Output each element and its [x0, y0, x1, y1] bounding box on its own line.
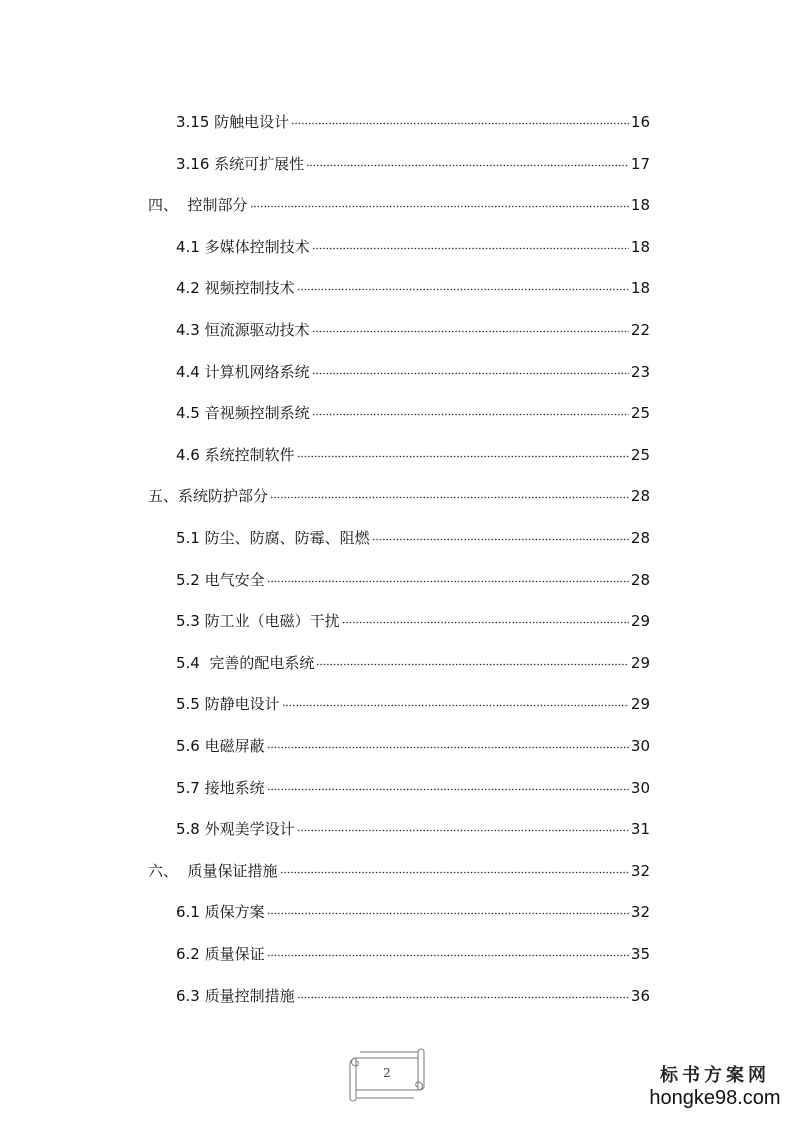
- toc-entry-page: 30: [630, 737, 650, 755]
- toc-entry-page: 29: [630, 695, 650, 714]
- toc-entry-title: 6.2 质量保证: [176, 945, 265, 963]
- toc-section-entry[interactable]: [176, 897, 650, 922]
- toc-dot-leader: [312, 398, 629, 418]
- toc-entry-page: 29: [630, 612, 650, 631]
- toc-section-entry[interactable]: [176, 315, 650, 339]
- toc-entry-page: 35: [630, 945, 650, 963]
- toc-entry-page: 18: [630, 237, 650, 256]
- toc-section-entry[interactable]: [176, 398, 650, 423]
- toc-dot-leader: [282, 689, 629, 709]
- toc-entry-title: 5.2 电气安全: [176, 570, 265, 589]
- toc-dot-leader: [316, 648, 629, 668]
- toc-section-entry[interactable]: [176, 606, 650, 631]
- toc-entry-page: 18: [630, 196, 650, 215]
- toc-entry-title: 4.4 计算机网络系统: [176, 362, 310, 381]
- toc-section-entry[interactable]: [176, 731, 650, 755]
- toc-chapter-entry[interactable]: [148, 481, 650, 506]
- toc-dot-leader: [250, 190, 629, 210]
- toc-entry-title: 5.6 电磁屏蔽: [176, 737, 265, 755]
- toc-entry-page: 32: [630, 903, 650, 922]
- toc-dot-leader: [372, 523, 629, 543]
- toc-section-entry[interactable]: [176, 273, 650, 298]
- toc-entry-page: 28: [630, 529, 650, 547]
- toc-section-entry[interactable]: [176, 565, 650, 589]
- toc-entry-page: 28: [630, 570, 650, 589]
- toc-section-entry[interactable]: [176, 107, 650, 131]
- toc-section-entry[interactable]: [176, 523, 650, 547]
- toc-dot-leader: [267, 731, 629, 751]
- toc-entry-page: 31: [630, 820, 650, 839]
- toc-dot-leader: [312, 232, 629, 252]
- toc-dot-leader: [297, 814, 629, 834]
- toc-section-entry[interactable]: [176, 357, 650, 381]
- toc-entry-title: 4.1 多媒体控制技术: [176, 237, 310, 256]
- toc-entry-page: 22: [630, 321, 650, 339]
- toc-entry-page: 16: [630, 113, 650, 131]
- toc-dot-leader: [297, 273, 629, 293]
- toc-section-entry[interactable]: [176, 814, 650, 839]
- toc-entry-page: 36: [630, 986, 650, 1005]
- toc-dot-leader: [297, 440, 629, 460]
- watermark-url: hongke98.com: [649, 1087, 781, 1109]
- toc-section-entry[interactable]: [176, 648, 650, 672]
- toc-section-entry[interactable]: [176, 689, 650, 714]
- site-watermark: [640, 1066, 790, 1110]
- toc-section-entry[interactable]: [176, 773, 650, 797]
- toc-entry-title: 5.7 接地系统: [176, 778, 265, 797]
- toc-dot-leader: [342, 606, 629, 626]
- toc-entry-page: 23: [630, 362, 650, 381]
- toc-entry-title: 5.8 外观美学设计: [176, 820, 295, 839]
- toc-dot-leader: [297, 981, 629, 1001]
- page-number-scroll: [346, 1046, 428, 1106]
- toc-entry-title: 3.15 防触电设计: [176, 113, 290, 131]
- toc-dot-leader: [267, 773, 629, 793]
- toc-entry-title: 4.2 视频控制技术: [176, 279, 295, 298]
- toc-section-entry[interactable]: [176, 149, 650, 173]
- toc-entry-title: 6.1 质保方案: [176, 903, 265, 922]
- toc-entry-title: 6.3 质量控制措施: [176, 986, 295, 1005]
- toc-dot-leader: [270, 481, 629, 501]
- toc-entry-title: 5.3 防工业（电磁）干扰: [176, 612, 340, 631]
- toc-dot-leader: [267, 897, 629, 917]
- toc-section-entry[interactable]: [176, 440, 650, 464]
- toc-entry-title: 六、 质量保证措施: [148, 861, 278, 880]
- toc-section-entry[interactable]: [176, 232, 650, 256]
- toc-dot-leader: [267, 565, 629, 585]
- toc-entry-page: 17: [630, 154, 650, 173]
- toc-dot-leader: [291, 107, 629, 127]
- toc-entry-title: 5.1 防尘、防腐、防霉、阻燃: [176, 529, 370, 547]
- toc-entry-page: 18: [630, 279, 650, 298]
- toc-dot-leader: [312, 315, 629, 335]
- toc-entry-page: 25: [630, 404, 650, 423]
- toc-dot-leader: [267, 939, 629, 959]
- toc-entry-title: 4.5 音视频控制系统: [176, 404, 310, 423]
- toc-entry-page: 29: [630, 653, 650, 672]
- toc-entry-title: 4.6 系统控制软件: [176, 445, 295, 464]
- toc-entry-title: 5.5 防静电设计: [176, 695, 280, 714]
- toc-entry-page: 25: [630, 445, 650, 464]
- toc-section-entry[interactable]: [176, 939, 650, 963]
- toc-entry-title: 四、 控制部分: [148, 196, 248, 215]
- toc-section-entry[interactable]: [176, 981, 650, 1005]
- toc-dot-leader: [280, 856, 629, 876]
- toc-entry-title: 4.3 恒流源驱动技术: [176, 321, 310, 339]
- toc-entry-title: 5.4 完善的配电系统: [176, 653, 315, 672]
- toc-chapter-entry[interactable]: [148, 856, 650, 880]
- toc-entry-page: 28: [630, 487, 650, 506]
- watermark-title: 标书方案网: [660, 1065, 770, 1086]
- toc-dot-leader: [306, 149, 629, 169]
- toc-entry-title: 3.16 系统可扩展性: [176, 154, 305, 173]
- page-number: 2: [383, 1066, 391, 1080]
- toc-dot-leader: [312, 357, 629, 377]
- toc-entry-page: 32: [630, 861, 650, 880]
- toc-entry-page: 30: [630, 778, 650, 797]
- toc-chapter-entry[interactable]: [148, 190, 650, 215]
- toc-entry-title: 五、系统防护部分: [148, 487, 269, 506]
